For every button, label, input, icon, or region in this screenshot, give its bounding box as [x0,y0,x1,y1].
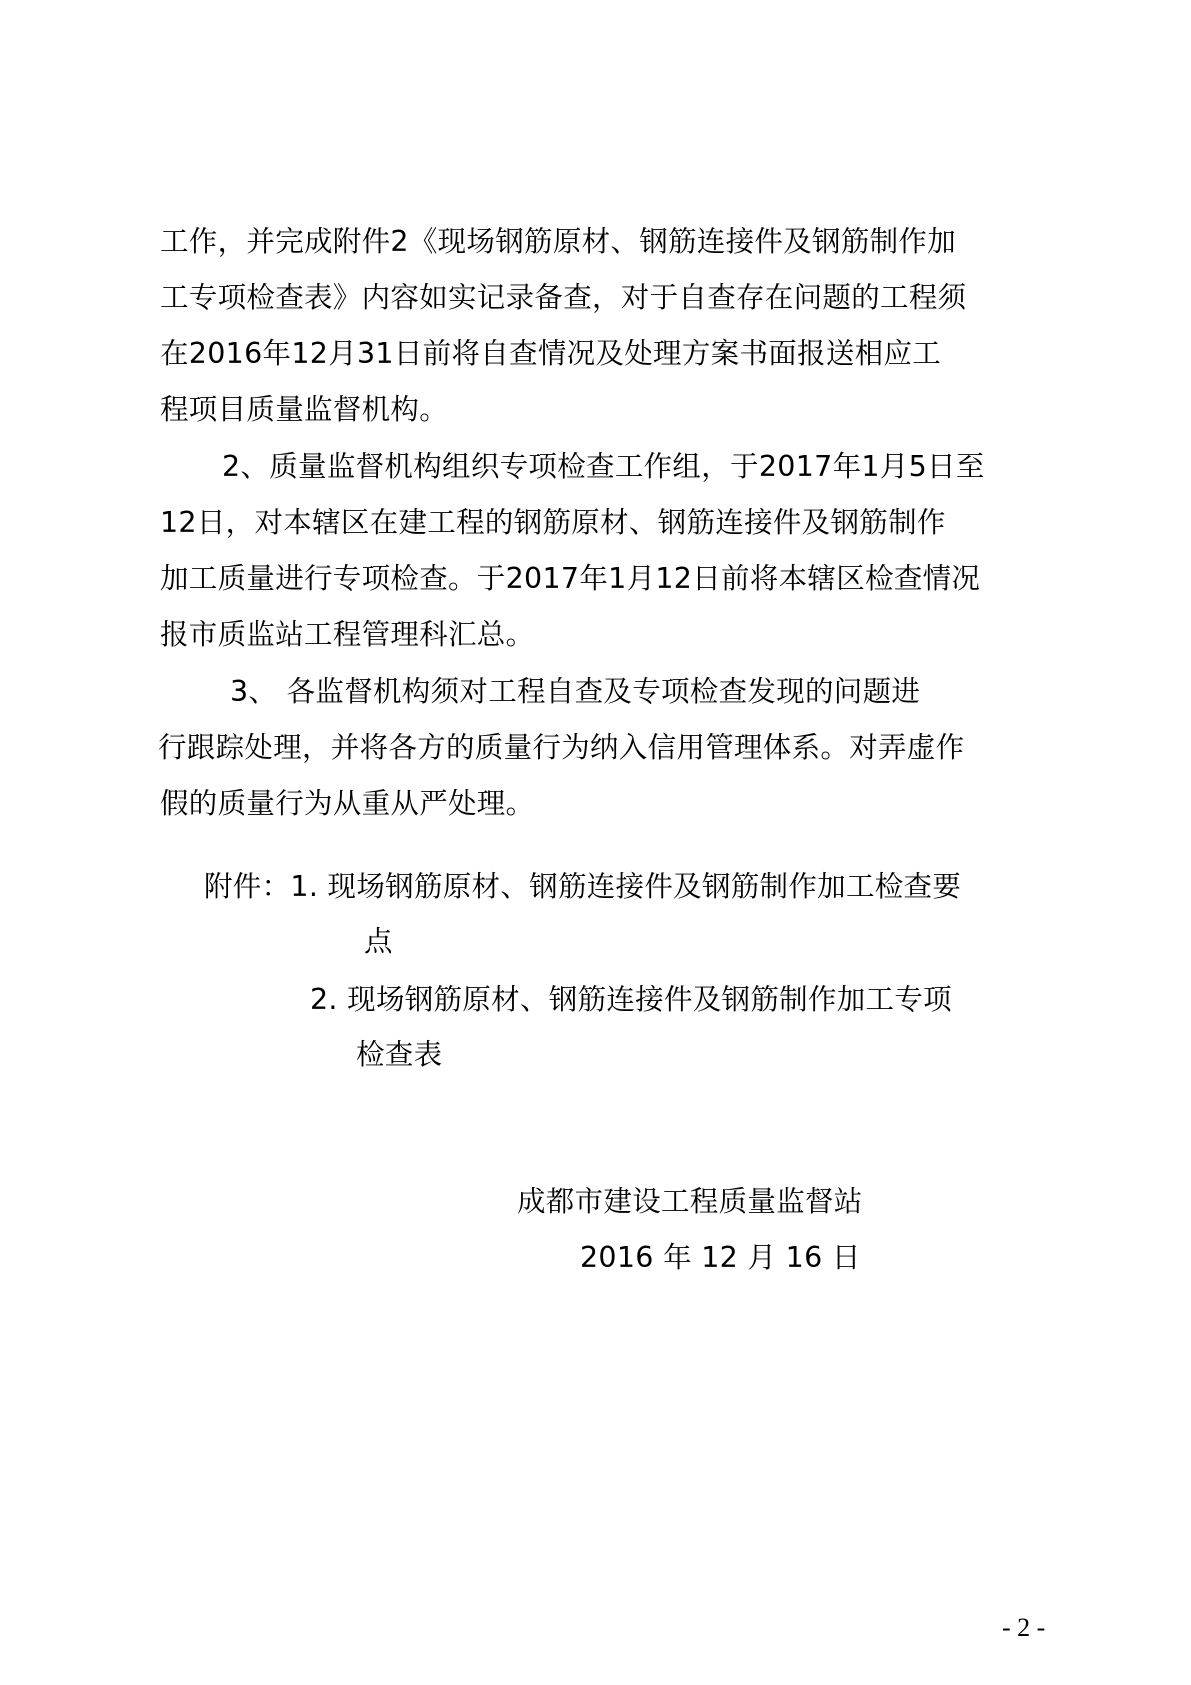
signature-date: 2016 年 12 月 16 日 [580,1241,861,1274]
body-paragraph-line: 工专项检查表》内容如实记录备查，对于自查存在问题的工程须 [160,281,967,314]
body-paragraph-line: 行跟踪处理，并将各方的质量行为纳入信用管理体系。对弄虚作 [158,731,965,764]
body-paragraph-line: 12日，对本辖区在建工程的钢筋原材、钢筋连接件及钢筋制作 [160,506,946,539]
page-number: - 2 - [1002,1613,1046,1642]
body-paragraph-line: 假的质量行为从重从严处理。 [160,787,535,820]
body-paragraph-line: 2、质量监督机构组织专项检查工作组，于2017年1月5日至 [222,450,985,483]
body-paragraph-line: 3、 各监督机构须对工程自查及专项检查发现的问题进 [230,675,921,708]
body-paragraph-line: 工作，并完成附件2《现场钢筋原材、钢筋连接件及钢筋制作加 [160,225,957,258]
body-paragraph-line: 程项目质量监督机构。 [160,393,449,426]
body-paragraph-line: 加工质量进行专项检查。于2017年1月12日前将本辖区检查情况 [160,562,981,595]
body-paragraph-line: 报市质监站工程管理科汇总。 [160,618,535,651]
attachment-item-2-continued: 检查表 [356,1038,443,1071]
attachment-item-2: 2. 现场钢筋原材、钢筋连接件及钢筋制作加工专项 [310,983,952,1016]
attachment-item-1-continued: 点 [364,925,393,958]
signature-organization: 成都市建设工程质量监督站 [517,1185,863,1218]
attachment-item-1: 附件：1. 现场钢筋原材、钢筋连接件及钢筋制作加工检查要 [204,870,962,903]
body-paragraph-line: 在2016年12月31日前将自查情况及处理方案书面报送相应工 [160,337,942,370]
